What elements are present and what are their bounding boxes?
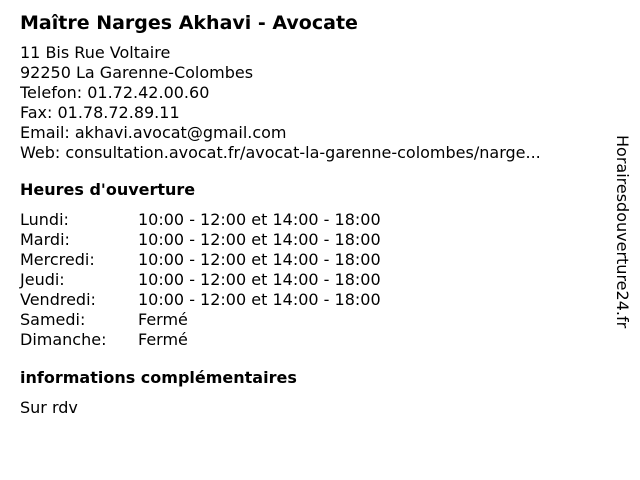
- hours-row-sunday: [20, 330, 610, 350]
- hours-row-wednesday: [20, 250, 610, 270]
- hours-time: 10:00 - 12:00 et 14:00 - 18:00: [138, 210, 381, 229]
- business-name: Maître Narges Akhavi - Avocate: [20, 12, 358, 34]
- info-heading: informations complémentaires: [20, 368, 297, 387]
- fax-line: Fax: 01.78.72.89.11: [20, 103, 180, 122]
- hours-day: Mardi:: [20, 230, 70, 249]
- address-city: 92250 La Garenne-Colombes: [20, 63, 254, 82]
- hours-time: 10:00 - 12:00 et 14:00 - 18:00: [138, 270, 381, 289]
- web-line: Web: consultation.avocat.fr/avocat-la-garenne-colombes/narge...: [20, 143, 541, 162]
- hours-heading: Heures d'ouverture: [20, 180, 196, 199]
- email-line: Email: akhavi.avocat@gmail.com: [20, 123, 287, 142]
- hours-time: Fermé: [138, 310, 188, 329]
- hours-table: [20, 210, 610, 350]
- hours-day: Jeudi:: [20, 270, 65, 289]
- address-street: 11 Bis Rue Voltaire: [20, 43, 171, 62]
- hours-day: Mercredi:: [20, 250, 95, 269]
- hours-day: Lundi:: [20, 210, 69, 229]
- business-card: [20, 11, 610, 418]
- hours-day: Vendredi:: [20, 290, 96, 309]
- hours-row-friday: [20, 290, 610, 310]
- hours-day: Dimanche:: [20, 330, 107, 349]
- contact-block: [20, 43, 610, 163]
- phone-line: Telefon: 01.72.42.00.60: [20, 83, 210, 102]
- hours-time: Fermé: [138, 330, 188, 349]
- hours-day: Samedi:: [20, 310, 86, 329]
- hours-row-monday: [20, 210, 610, 230]
- hours-row-saturday: [20, 310, 610, 330]
- site-watermark: Horairesdouverture24.fr: [613, 135, 632, 329]
- info-text: Sur rdv: [20, 398, 78, 417]
- hours-time: 10:00 - 12:00 et 14:00 - 18:00: [138, 230, 381, 249]
- hours-row-thursday: [20, 270, 610, 290]
- hours-time: 10:00 - 12:00 et 14:00 - 18:00: [138, 250, 381, 269]
- hours-time: 10:00 - 12:00 et 14:00 - 18:00: [138, 290, 381, 309]
- hours-row-tuesday: [20, 230, 610, 250]
